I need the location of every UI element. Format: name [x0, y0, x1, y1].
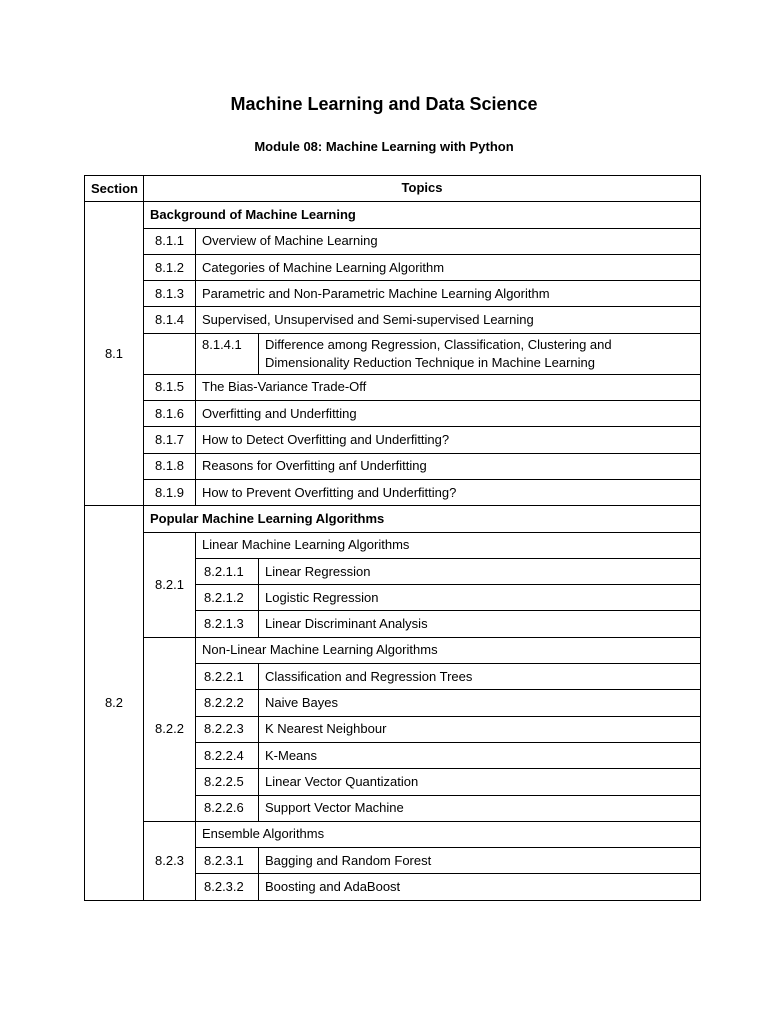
subtopic-text: Classification and Regression Trees — [259, 664, 701, 690]
subtopic-text: Difference among Regression, Classification, Clustering and Dimensionality Reduction Technique in Machine Learning — [259, 333, 701, 374]
table-row — [85, 427, 701, 453]
subtopic-number: 8.2.1.1 — [196, 558, 259, 584]
table-header-row — [85, 176, 701, 202]
table-row — [85, 532, 701, 558]
table-row — [85, 821, 701, 847]
table-row — [85, 281, 701, 307]
topic-text: How to Prevent Overfitting and Underfitting? — [196, 479, 701, 505]
topics-header: Topics — [144, 176, 701, 202]
table-row — [85, 479, 701, 505]
table-row — [85, 228, 701, 254]
subtopic-text: Naive Bayes — [259, 690, 701, 716]
topic-text: Categories of Machine Learning Algorithm — [196, 254, 701, 280]
subtopic-number: 8.2.2.5 — [196, 769, 259, 795]
topic-text: Overview of Machine Learning — [196, 228, 701, 254]
topic-number: 8.1.7 — [144, 427, 196, 453]
topics-table — [84, 175, 701, 901]
section-header: Section — [85, 176, 144, 202]
subtopic-number: 8.2.1.3 — [196, 611, 259, 637]
table-row — [85, 401, 701, 427]
topic-number: 8.1.4 — [144, 307, 196, 333]
subtopic-number: 8.2.2.4 — [196, 742, 259, 768]
section-number: 8.2 — [85, 506, 144, 900]
subtopic-number: 8.2.2.3 — [196, 716, 259, 742]
section-number: 8.1 — [85, 202, 144, 506]
table-row — [85, 333, 701, 374]
table-row — [85, 453, 701, 479]
subtopic-text: Logistic Regression — [259, 585, 701, 611]
subtopic-number: 8.2.3.1 — [196, 848, 259, 874]
subtopic-text: Linear Discriminant Analysis — [259, 611, 701, 637]
subtopic-text: K-Means — [259, 742, 701, 768]
topic-number: 8.1.5 — [144, 374, 196, 400]
group-number: 8.2.1 — [144, 532, 196, 637]
topic-number: 8.1.1 — [144, 228, 196, 254]
subtopic-text: Bagging and Random Forest — [259, 848, 701, 874]
section-heading: Background of Machine Learning — [144, 202, 701, 228]
table-row — [85, 637, 701, 663]
subtopic-text: Boosting and AdaBoost — [259, 874, 701, 900]
subtopic-text: K Nearest Neighbour — [259, 716, 701, 742]
page-subtitle: Module 08: Machine Learning with Python — [254, 139, 514, 154]
table-row — [85, 254, 701, 280]
subtopic-number: 8.2.1.2 — [196, 585, 259, 611]
topic-text: Supervised, Unsupervised and Semi-supervised Learning — [196, 307, 701, 333]
table-row — [85, 307, 701, 333]
subtopic-number: 8.2.2.2 — [196, 690, 259, 716]
topic-number: 8.1.6 — [144, 401, 196, 427]
topic-text: Overfitting and Underfitting — [196, 401, 701, 427]
table-row — [85, 202, 701, 228]
subtopic-text: Linear Regression — [259, 558, 701, 584]
empty-cell — [144, 333, 196, 374]
topic-text: Parametric and Non-Parametric Machine Learning Algorithm — [196, 281, 701, 307]
table-row — [85, 374, 701, 400]
group-number: 8.2.3 — [144, 821, 196, 900]
subtopic-number: 8.2.2.1 — [196, 664, 259, 690]
topic-text: Reasons for Overfitting anf Underfitting — [196, 453, 701, 479]
subtopic-text: Support Vector Machine — [259, 795, 701, 821]
subtopic-number: 8.2.3.2 — [196, 874, 259, 900]
group-number: 8.2.2 — [144, 637, 196, 821]
group-heading: Ensemble Algorithms — [196, 821, 701, 847]
section-heading: Popular Machine Learning Algorithms — [144, 506, 701, 532]
topic-number: 8.1.8 — [144, 453, 196, 479]
topic-number: 8.1.2 — [144, 254, 196, 280]
page-title: Machine Learning and Data Science — [230, 94, 538, 114]
topic-number: 8.1.3 — [144, 281, 196, 307]
subtopic-number: 8.1.4.1 — [196, 333, 259, 374]
topic-text: How to Detect Overfitting and Underfitting? — [196, 427, 701, 453]
group-heading: Non-Linear Machine Learning Algorithms — [196, 637, 701, 663]
group-heading: Linear Machine Learning Algorithms — [196, 532, 701, 558]
table-row — [85, 506, 701, 532]
topic-number: 8.1.9 — [144, 479, 196, 505]
topic-text: The Bias-Variance Trade-Off — [196, 374, 701, 400]
subtopic-number: 8.2.2.6 — [196, 795, 259, 821]
subtopic-text: Linear Vector Quantization — [259, 769, 701, 795]
